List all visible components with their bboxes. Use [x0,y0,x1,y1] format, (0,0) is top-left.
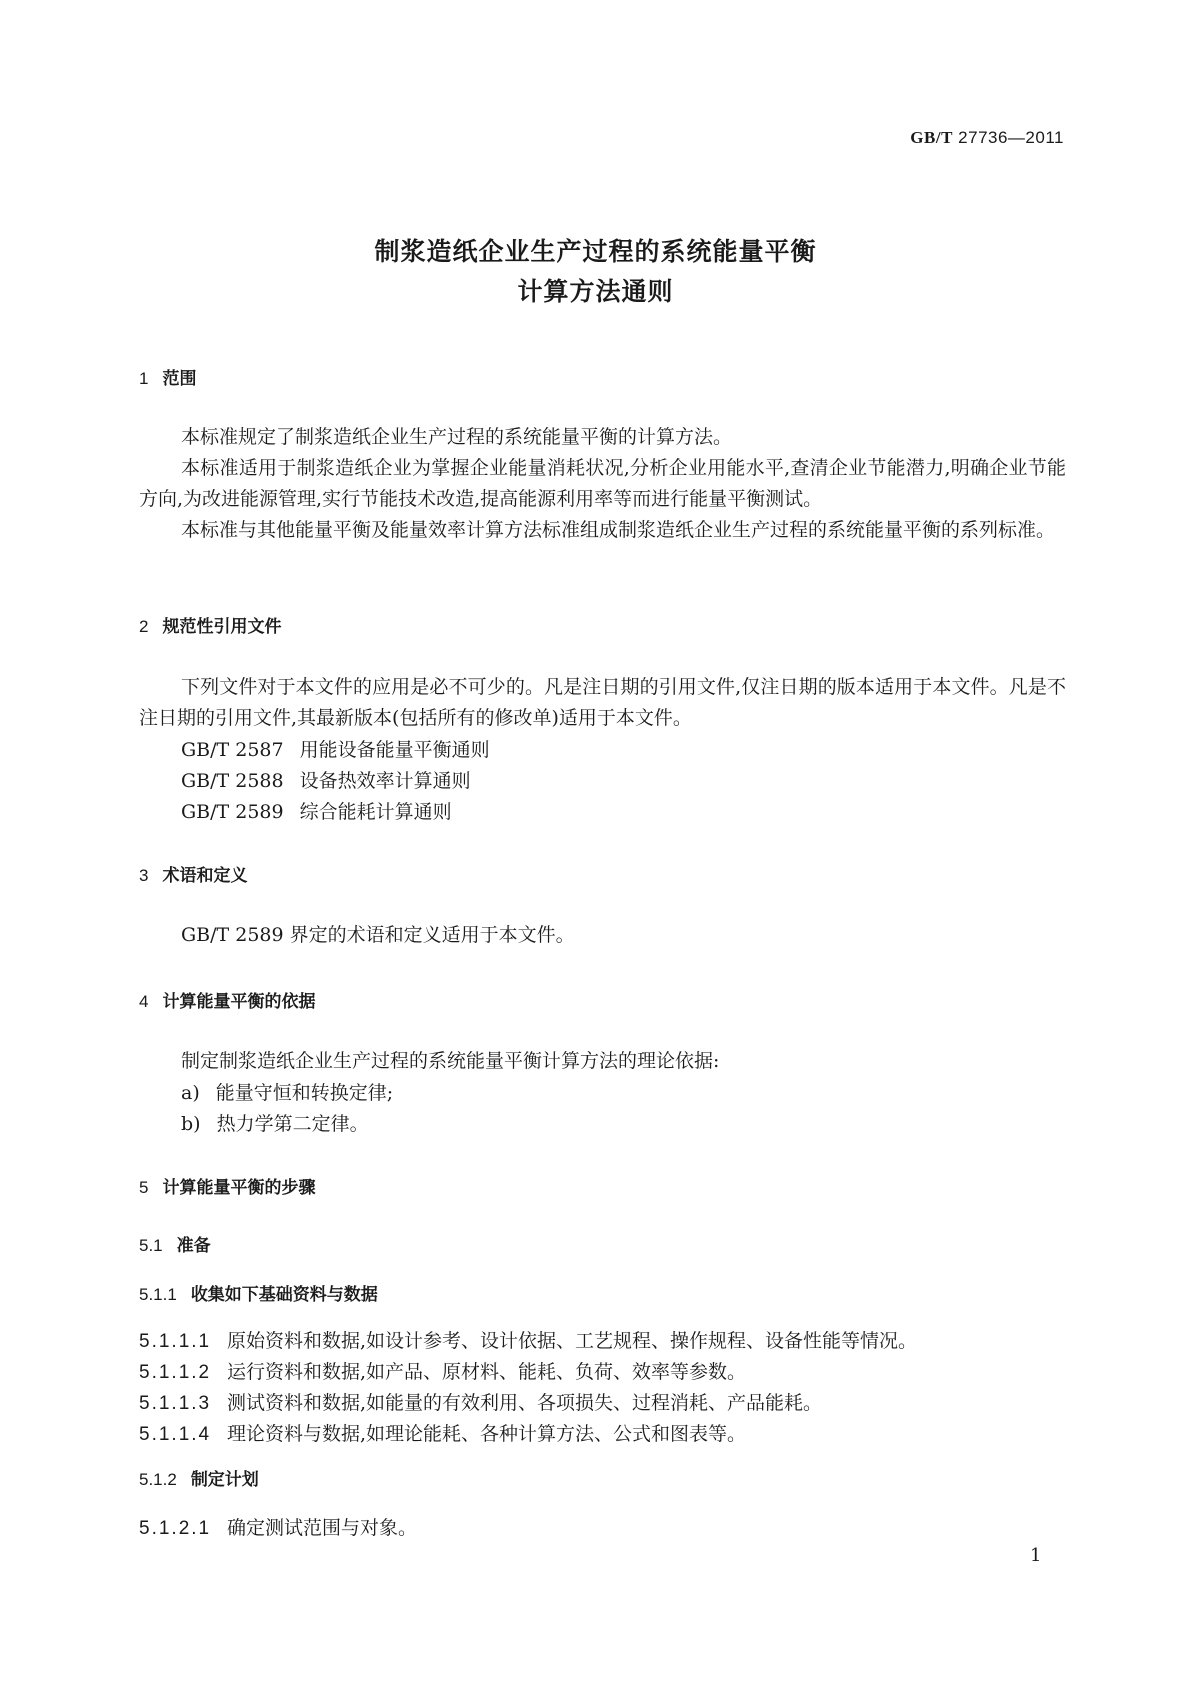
std-code: 27736—2011 [958,128,1064,147]
clause-number: 5.1.1.3 [139,1393,212,1414]
subsection-heading-5-1 [139,1231,211,1256]
list-text: 热力学第二定律。 [216,1113,369,1135]
section-heading-4 [139,987,315,1012]
list-text: 能量守恒和转换定律; [215,1082,394,1104]
page-number: 1 [1030,1545,1042,1566]
document-title-line2: 计算方法通则 [517,277,674,306]
clause-5-1-2-1 [139,1513,417,1540]
clause-number: 5.1.1.1 [139,1331,212,1352]
section-title: 计算能量平衡的依据 [162,992,316,1012]
clause-number: 5.1.1.4 [139,1424,212,1445]
clause-text: 原始资料和数据,如设计参考、设计依据、工艺规程、操作规程、设备性能等情况。 [227,1330,918,1352]
list-marker: a) [181,1082,200,1104]
clause-text: 测试资料和数据,如能量的有效利用、各项损失、过程消耗、产品能耗。 [227,1392,823,1414]
clause-text: 确定测试范围与对象。 [227,1517,418,1539]
section-title: 术语和定义 [162,866,248,886]
reference-name: 综合能耗计算通则 [299,801,452,823]
section-heading-3 [139,861,247,886]
clause-text: 运行资料和数据,如产品、原材料、能耗、负荷、效率等参数。 [227,1361,747,1383]
section-heading-1 [139,364,196,389]
reference-name: 设备热效率计算通则 [299,770,471,792]
section-heading-5 [139,1173,315,1198]
section-number: 5.1 [139,1236,163,1255]
clause-5-1-1-3 [139,1388,822,1415]
list-item [181,1109,369,1136]
section-title: 制定计划 [190,1470,259,1490]
paragraph: 本标准适用于制浆造纸企业为掌握企业能量消耗状况,分析企业用能水平,查清企业节能潜力,明确企业节能方向,为改进能源管理,实行节能技术改造,提高能源利用率等而进行能量平衡测试。 [139,457,1066,510]
reference-code: GB/T 2589 [181,801,284,823]
reference-code: GB/T 2587 [181,739,284,761]
section-number: 5.1.1 [139,1285,177,1304]
section-title: 计算能量平衡的步骤 [162,1178,316,1198]
paragraph: 下列文件对于本文件的应用是必不可少的。凡是注日期的引用文件,仅注日期的版本适用于本文件。凡是不注日期的引用文件,其最新版本(包括所有的修改单)适用于本文件。 [139,676,1066,729]
list-item [181,1078,393,1105]
subsection-heading-5-1-2 [139,1465,259,1490]
section-number: 1 [139,369,149,388]
standard-number [910,128,1064,148]
reference-name: 用能设备能量平衡通则 [299,739,490,761]
reference-code: GB/T 2588 [181,770,284,792]
clause-5-1-1-4 [139,1419,746,1446]
list-marker: b) [181,1113,201,1135]
clause-text: 理论资料与数据,如理论能耗、各种计算方法、公式和图表等。 [227,1423,747,1445]
clause-number: 5.1.1.2 [139,1362,212,1383]
reference-item [181,766,471,793]
section-number: 4 [139,992,149,1011]
paragraph: 本标准与其他能量平衡及能量效率计算方法标准组成制浆造纸企业生产过程的系统能量平衡的系列标准。 [181,519,1056,541]
section-title: 规范性引用文件 [162,617,282,637]
section-number: 5.1.2 [139,1470,177,1489]
reference-item [181,797,452,824]
paragraph: GB/T 2589 界定的术语和定义适用于本文件。 [181,924,575,946]
section-number: 3 [139,866,149,885]
paragraph: 制定制浆造纸企业生产过程的系统能量平衡计算方法的理论依据: [181,1050,720,1072]
subsection-heading-5-1-1 [139,1280,378,1305]
std-prefix: GB/T [910,128,953,147]
section-title: 收集如下基础资料与数据 [190,1285,378,1305]
reference-item [181,735,490,762]
section-title: 范围 [162,369,197,389]
clause-5-1-1-1 [139,1326,917,1353]
document-title-line1: 制浆造纸企业生产过程的系统能量平衡 [374,237,817,266]
clause-5-1-1-2 [139,1357,746,1384]
section-title: 准备 [176,1236,211,1256]
paragraph: 本标准规定了制浆造纸企业生产过程的系统能量平衡的计算方法。 [181,426,733,448]
section-number: 5 [139,1178,149,1197]
section-heading-2 [139,612,281,637]
section-number: 2 [139,617,149,636]
clause-number: 5.1.2.1 [139,1518,212,1539]
